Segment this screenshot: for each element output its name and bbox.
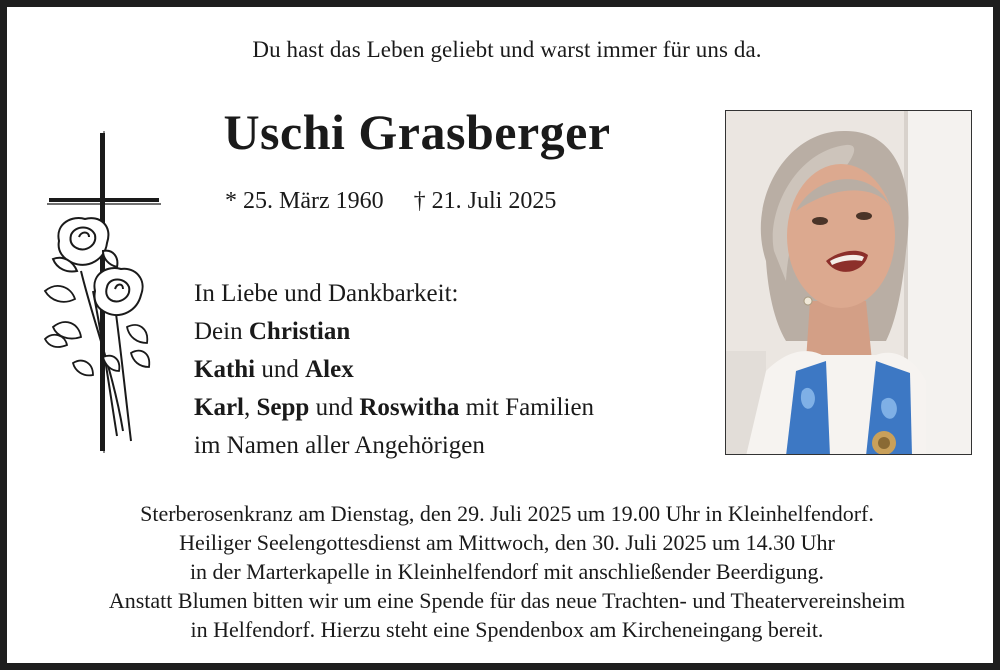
motto-text: Du hast das Leben geliebt und warst immer für uns da. — [252, 37, 762, 62]
conjunction: und — [309, 394, 360, 421]
notice-line: Sterberosenkranz am Dienstag, den 29. Juli 2025 um 19.00 Uhr in Kleinhelfendorf. — [140, 501, 874, 526]
mourner-kathi: Kathi — [194, 356, 256, 383]
mourner-sepp: Sepp — [256, 394, 310, 421]
mourner-alex: Alex — [305, 356, 354, 383]
mourners-line-3 — [194, 351, 594, 389]
mourner-christian: Christian — [248, 318, 351, 345]
life-dates — [225, 188, 556, 215]
mourner-prefix: Dein — [194, 318, 249, 345]
death-date: † 21. Juli 2025 — [413, 188, 557, 214]
conjunction: und — [255, 356, 306, 383]
mourner-roswitha: Roswitha — [359, 394, 460, 421]
cross-with-roses-icon — [43, 131, 163, 456]
mourners-line-4 — [194, 389, 594, 427]
mourner-suffix: mit Familien — [459, 394, 595, 421]
mourners-closing: im Namen aller Angehörigen — [194, 432, 485, 459]
portrait-photo — [725, 110, 972, 455]
mourners-block — [194, 275, 594, 465]
notice-line: in der Marterkapelle in Kleinhelfendorf mit anschließender Beerdigung. — [189, 559, 825, 584]
birth-date: * 25. März 1960 — [225, 188, 384, 214]
notice-line: Anstatt Blumen bitten wir um eine Spende für das neue Trachten- und Theatervereinsheim — [108, 588, 906, 613]
mourner-karl: Karl — [194, 394, 244, 421]
deceased-name: Uschi Grasberger — [223, 104, 611, 160]
separator: , — [244, 394, 257, 421]
notice-line: in Helfendorf. Hierzu steht eine Spendenbox am Kircheneingang bereit. — [190, 617, 824, 642]
notice-line: Heiliger Seelengottesdienst am Mittwoch, den 30. Juli 2025 um 14.30 Uhr — [179, 530, 835, 555]
mourners-intro: In Liebe und Dankbarkeit: — [194, 280, 459, 307]
service-notice — [7, 499, 1000, 644]
mourners-line-2 — [194, 313, 594, 351]
